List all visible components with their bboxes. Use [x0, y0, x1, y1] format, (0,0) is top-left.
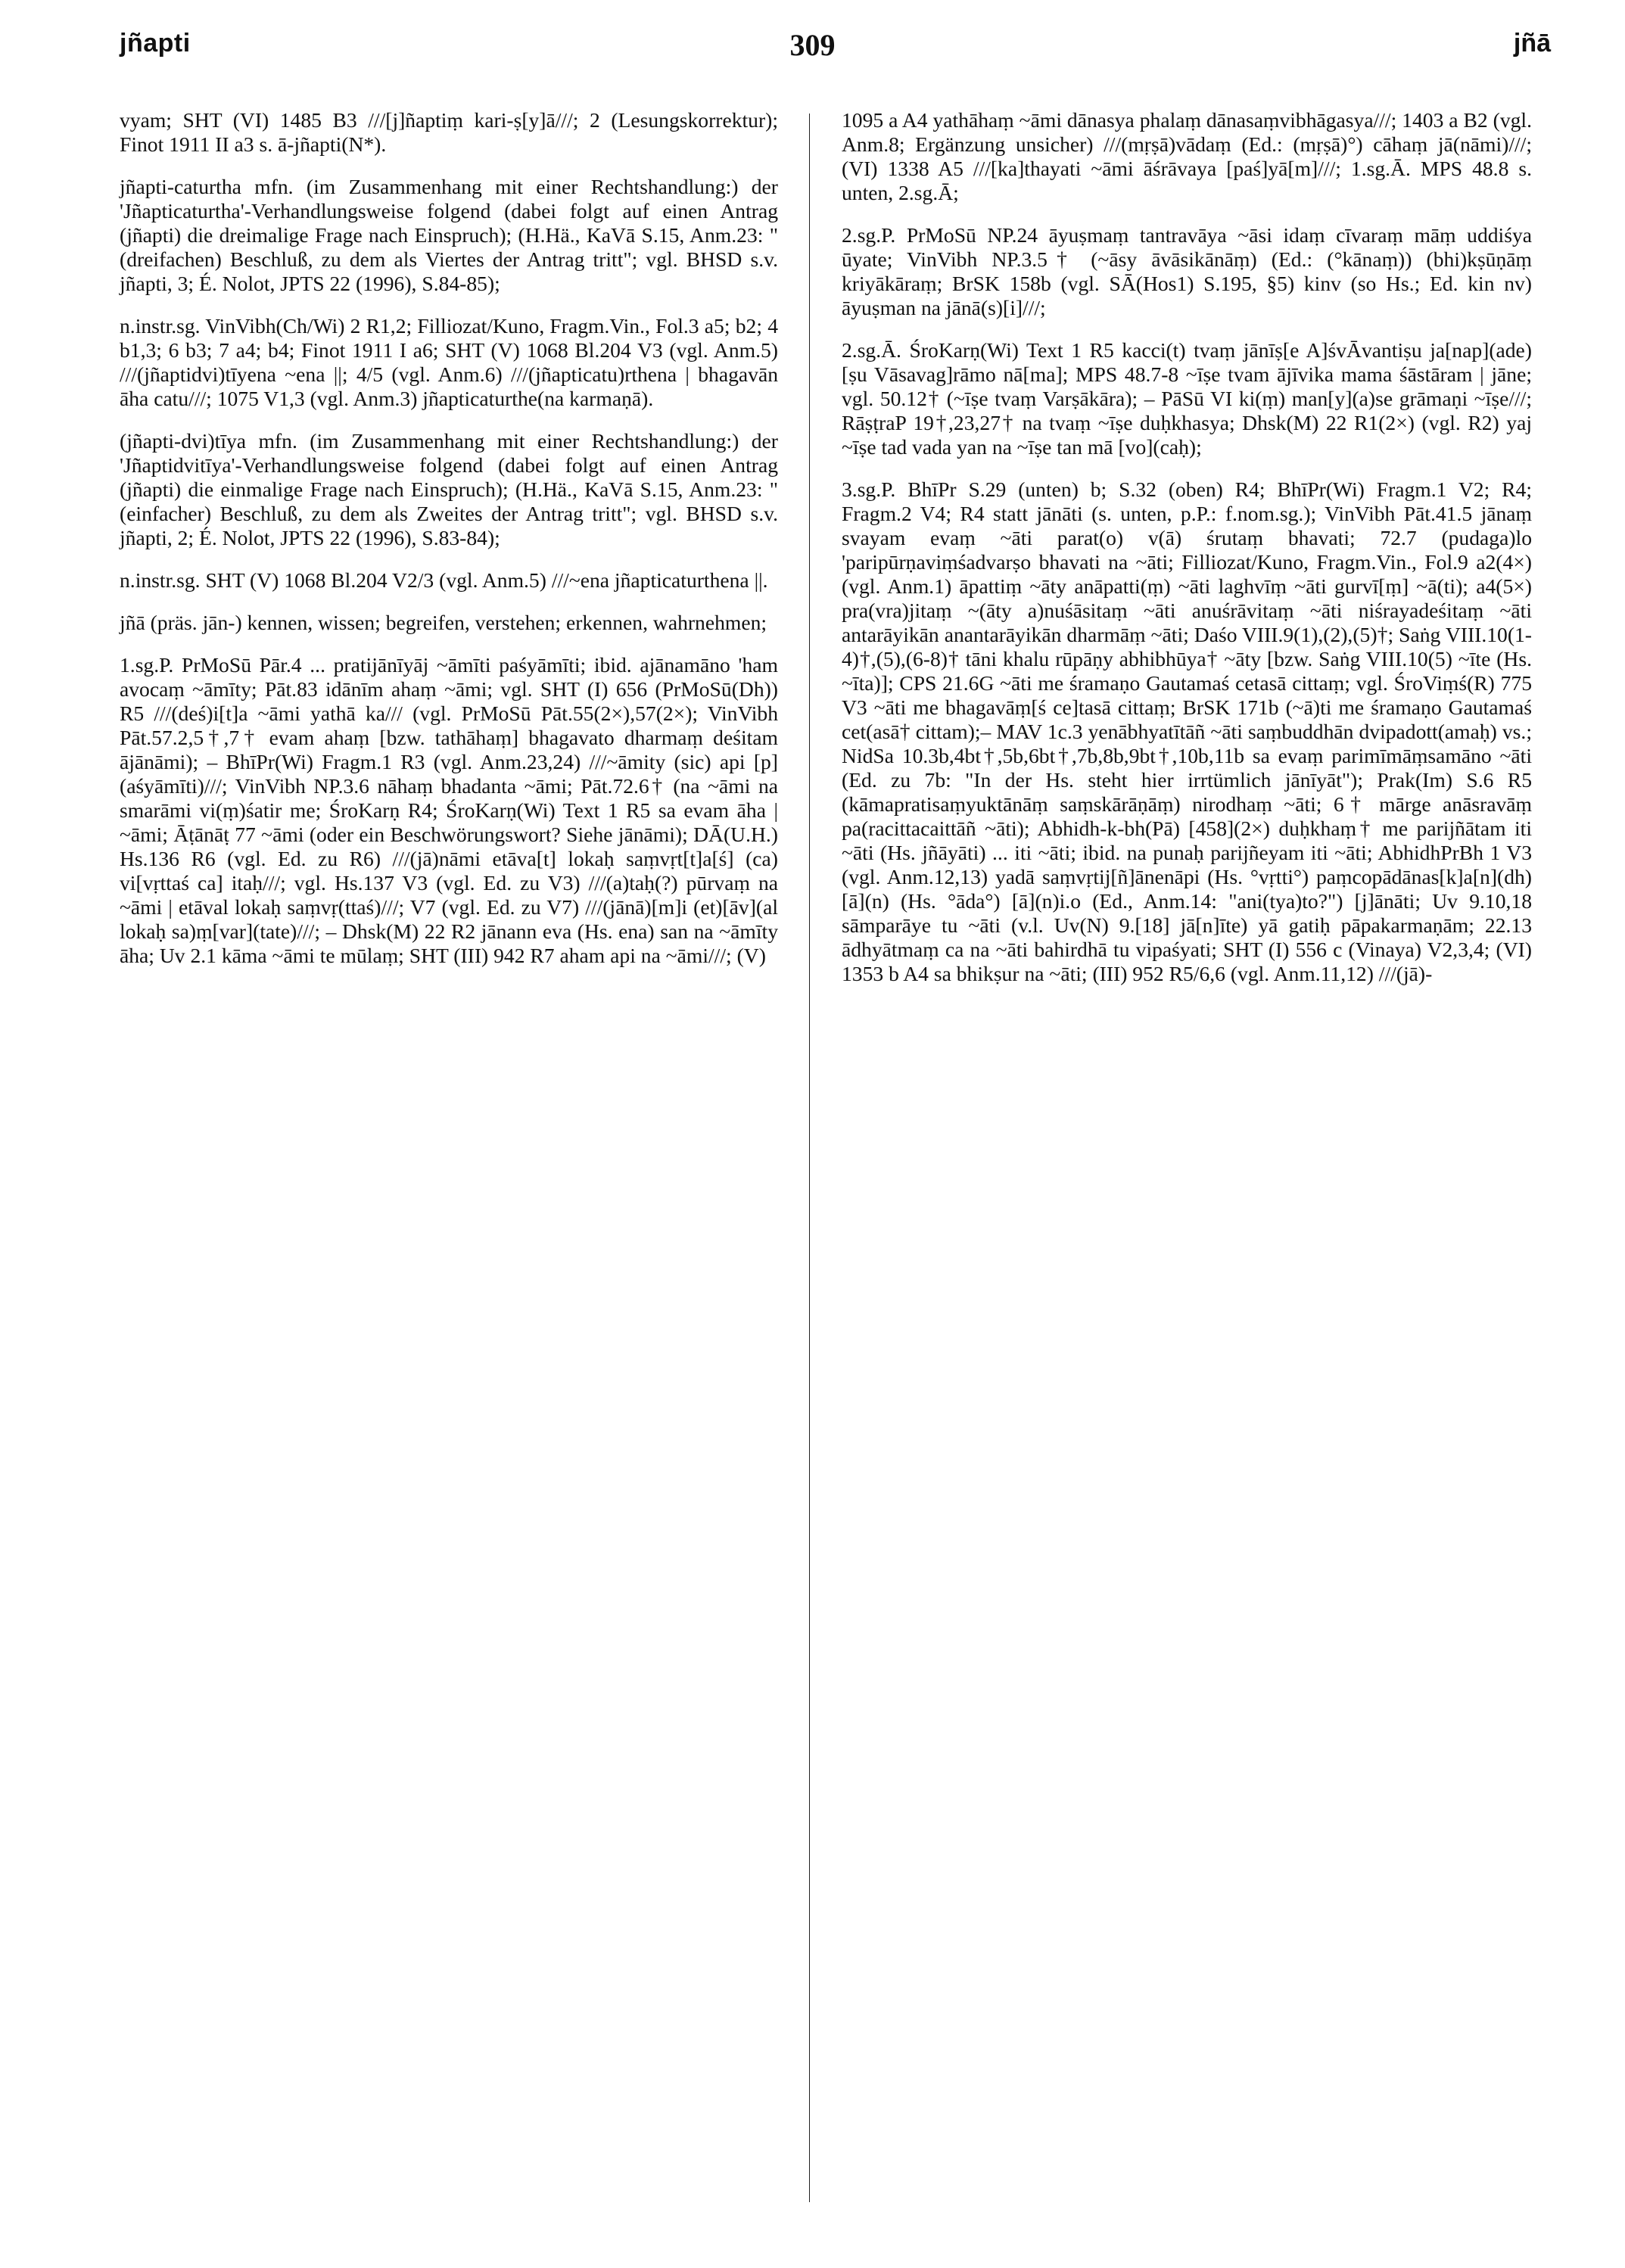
column-divider: [809, 114, 810, 2202]
entry-paragraph: 1.sg.P. PrMoSū Pār.4 ... pratijānīyāj ~āmīti paśyāmīti; ibid. ajānamāno 'ham avocaṃ ~āmīty; Pāt.83 idānīm ahaṃ ~āmi; vgl. SHT (I) 656 (PrMoSū(Dh)) R5 ///(deś)i[t]a ~āmi yathā ka/// (vgl. PrMoSū Pāt.55(2×),57(2×); VinVibh Pāt.57.2,5†,7† evam ahaṃ [bzw. tathāhaṃ] bhagavato dharmaṃ deśitam ājānāmi); – BhīPr(Wi) Fragm.1 R3 (vgl. Anm.23,24) ///~āmity (sic) api [p](aśyāmīti)///; VinVibh NP.3.6 nāhaṃ bhadanta ~āmi; Pāt.72.6† (na ~āmi na smarāmi vi(ṃ)śatir me; ŚroKarṇ R4; ŚroKarṇ(Wi) Text 1 R5 sa evam āha | ~āmi; Āṭānāṭ 77 ~āmi (oder ein Beschwörungswort? Siehe jānāmi); DĀ(U.H.) Hs.136 R6 (vgl. Ed. zu R6) ///(jā)nāmi etāva[t] lokaḥ saṃvṛt[t]a[ś] (ca) vi[vṛttaś ca] itaḥ///; vgl. Hs.137 V3 (vgl. Ed. zu V3) ///(a)taḥ(?) pūrvaṃ na ~āmi | etāval lokaḥ saṃvṛ(ttaś)///; V7 (vgl. Ed. zu V7) ///(jānā)[m]i (et)[āv](al lokaḥ sa)ṃ[var](tate)///; – Dhsk(M) 22 R2 jānann eva (Hs. ena) san na ~āmīty āha; Uv 2.1 kāma ~āmi te mūlaṃ; SHT (III) 942 R7 aham api na ~āmi///; (V): [120, 653, 778, 967]
header-right-word: jñā: [1513, 29, 1551, 58]
entry-paragraph: (jñapti-dvi)tīya mfn. (im Zusammenhang mit einer Rechtshandlung:) der 'Jñaptidvitīya'-Verhandlungsweise folgend (dabei folgt auf einen Antrag (jñapti) die einmalige Frage nach Einspruch); (H.Hä., KaVā S.15, Anm.23: "(einfacher) Beschluß, zu dem als Zweites der Antrag tritt"; vgl. BHSD s.v. jñapti, 2; É. Nolot, JPTS 22 (1996), S.83-84);: [120, 429, 778, 549]
entry-paragraph: 3.sg.P. BhīPr S.29 (unten) b; S.32 (oben) R4; BhīPr(Wi) Fragm.1 V2; R4; Fragm.2 V4; R4 statt jānāti (s. unten, p.P.: f.nom.sg.); VinVibh Pāt.41.5 jānaṃ svayam evaṃ ~āti parat(o) v(ā) śrutaṃ bhavati; 72.7 (pudaga)lo 'paripūrṇaviṃśadvarṣo bhavati na ~āti; Filliozat/Kuno, Fragm.Vin., Fol.9 a2(4×) (vgl. Anm.1) āpattiṃ ~āty anāpatti(ṃ) ~āti laghvīṃ ~āti gurvī[ṃ] ~ā(ti); a4(5×) pra(vra)jitaṃ ~(āty a)nuśāsitaṃ ~āti anuśrāvitaṃ ~āti niśrayadeśitaṃ ~āti antarāyikān anantarāyikān dharmāṃ ~āti; Daśo VIII.9(1),(2),(5)†; Saṅg VIII.10(1-4)†,(5),(6-8)† tāni khalu rūpāṇy abhibhūya† ~āty [bzw. Saṅg VIII.10(5) ~īte (Hs. ~īta)]; CPS 21.6G ~āti me śramaṇo Gautamaś cetasā cittaṃ; vgl. ŚroViṃś(R) 775 V3 ~āti me bhagavāṃ[ś ce]tasā cittaṃ; BrSK 171b (~ā)ti me śramaṇo Gautamaś cet(asā† cittam);– MAV 1c.3 yenābhyatītāñ ~āti saṃbuddhān dvipadott(amaḥ) vs.; NidSa 10.3b,4bt†,5b,6bt†,7b,8b,9bt†,10b,11b sa evaṃ parimīmāṃsamāno ~āti (Ed. zu 7b: "In der Hs. steht hier irrtümlich jānīyāt"); Prak(Im) S.6 R5 (kāmapratisaṃyuktānāṃ saṃskārāṇāṃ) nirodhaṃ ~āti; 6† mārge anāsravāṃ pa(racittacaittāñ ~āti); Abhidh-k-bh(Pā) [458](2×) duḥkhaṃ† me parijñātam iti ~āti (Hs. jñāyāti) ... iti ~āti; ibid. na punaḥ parijñeyam iti ~āti; AbhidhPrBh 1 V3 (vgl. Anm.12,13) yadā saṃvṛtij[ñ]ānenāpi (Hs. °vṛtti°) paṃcopādānas[k]a[n](dh)[ā](n) (Hs. °āda°) [ā](n)i.o (Ed., Anm.14: "ani(tya)to?") [j]ānāti; Uv 9.10,18 sāmparāye tu ~āti (v.l. Uv(N) 9.[18] jā[n]īte) yā gatiḥ pāpakarmaṇām; 22.13 ādhyātmaṃ ca na ~āti bahirdhā tu vipaśyati; SHT (I) 556 c (Vinaya) V2,3,4; (VI) 1353 b A4 sa bhikṣur na ~āti; (III) 952 R5/6,6 (vgl. Anm.11,12) ///(jā)-: [842, 478, 1532, 985]
entry-paragraph: vyam; SHT (VI) 1485 B3 ///[j]ñaptiṃ kari-ṣ[y]ā///; 2 (Lesungskorrektur); Finot 1911 II a3 s. ā-jñapti(N*).: [120, 108, 778, 156]
entry-paragraph: 2.sg.Ā. ŚroKarṇ(Wi) Text 1 R5 kacci(t) tvaṃ jānīṣ[e A]śvĀvantiṣu ja[nap](ade)[ṣu Vāsavag]rāmo nā[ma]; MPS 48.7-8 ~īṣe tvam ājīvika mama śāstāram | jāne; vgl. 50.12† (~īṣe tvaṃ Varṣākāra); – PāSū VI ki(ṃ) man[y](a)se grāmaṇi ~īṣe///; RāṣṭraP 19†,23,27† na tvaṃ ~īṣe duḥkhasya; Dhsk(M) 22 R1(2×) (vgl. R2) yaj ~īṣe tad vada yan na ~īṣe tan mā [vo](caḥ);: [842, 338, 1532, 459]
left-column: [120, 108, 778, 986]
entry-paragraph: n.instr.sg. SHT (V) 1068 Bl.204 V2/3 (vgl. Anm.5) ///~ena jñapticaturthena ||.: [120, 568, 768, 592]
page-number: 309: [789, 28, 836, 62]
entry-paragraph: 1095 a A4 yathāhaṃ ~āmi dānasya phalaṃ dānasaṃvibhāgasya///; 1403 a B2 (vgl. Anm.8; Ergänzung unsicher) ///(mṛṣā)vādaṃ (Ed.: (mṛṣā)°) cāhaṃ jā(nāmi)///; (VI) 1338 A5 ///[ka]thayati ~āmi āśrāvaya [paś]yā[m]///; 1.sg.Ā. MPS 48.8 s. unten, 2.sg.Ā;: [842, 108, 1532, 204]
entry-paragraph: jñā (präs. jān-) kennen, wissen; begreifen, verstehen; erkennen, wahrnehmen;: [120, 611, 767, 634]
running-header: [0, 0, 1625, 91]
entry-paragraph: n.instr.sg. VinVibh(Ch/Wi) 2 R1,2; Filliozat/Kuno, Fragm.Vin., Fol.3 a5; b2; 4 b1,3; 6 b3; 7 a4; b4; Finot 1911 I a6; SHT (V) 1068 Bl.204 V3 (vgl. Anm.5) ///(jñaptidvi)tīyena ~ena ||; 4/5 (vgl. Anm.6) ///(jñapticatu)rthena | bhagavān āha catu///; 1075 V1,3 (vgl. Anm.3) jñapticaturthe(na karmaṇā).: [120, 314, 778, 410]
header-left-word: jñapti: [120, 29, 191, 58]
entry-paragraph: 2.sg.P. PrMoSū NP.24 āyuṣmaṃ tantravāya ~āsi idaṃ cīvaraṃ māṃ uddiśya ūyate; VinVibh NP.3.5† (~āsy āvāsikānāṃ) (Ed.: (°kānaṃ)) (bhi)kṣūṇāṃ kriyākāraṃ; BrSK 158b (vgl. SĀ(Hos1) S.195, §5) kinv (so Hs.; Ed. kin nv) āyuṣman na jānā(s)[i]///;: [842, 223, 1532, 319]
entry-paragraph: jñapti-caturtha mfn. (im Zusammenhang mit einer Rechtshandlung:) der 'Jñapticaturtha'-Verhandlungsweise folgend (dabei folgt auf einen Antrag (jñapti) die dreimalige Frage nach Einspruch); (H.Hä., KaVā S.15, Anm.23: "(dreifachen) Beschluß, zu dem als Viertes der Antrag tritt"; vgl. BHSD s.v. jñapti, 3; É. Nolot, JPTS 22 (1996), S.84-85);: [120, 175, 778, 295]
right-column: [842, 108, 1532, 1004]
